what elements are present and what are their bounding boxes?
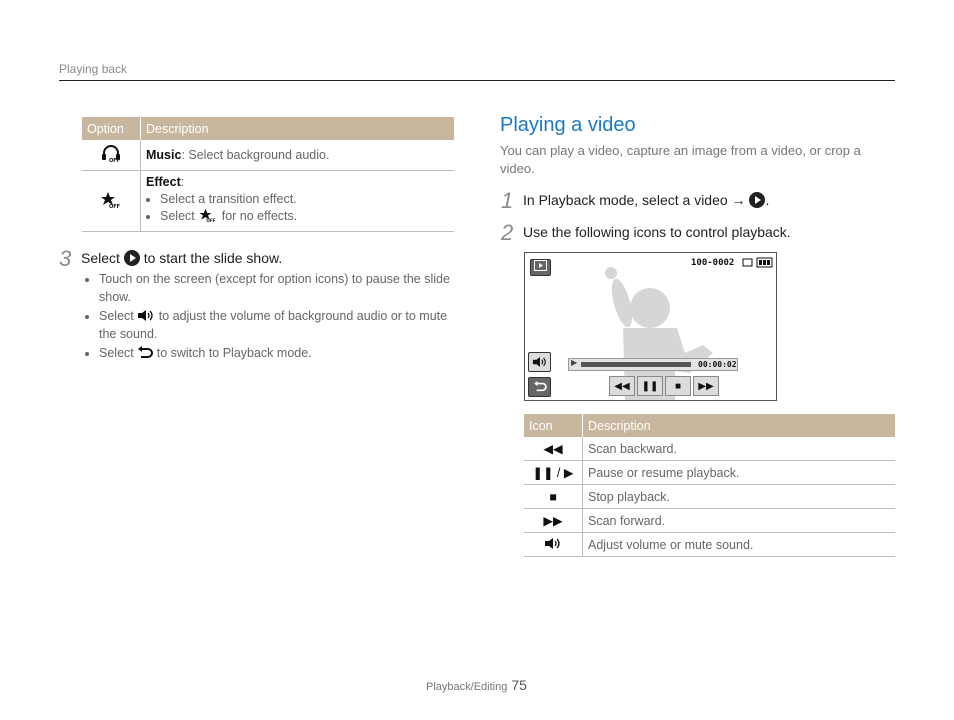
effect-off-icon [100,191,122,209]
pause-button[interactable]: ❚❚ [637,376,663,396]
svg-text:OFF: OFF [206,218,216,223]
playback-mode-icon[interactable] [530,259,551,276]
step-1-end: . [765,192,770,208]
table-row [524,437,895,461]
svg-text:OFF: OFF [109,157,121,163]
music-description: : Select background audio. [181,148,330,162]
scan-forward-icon: ▶▶ [524,509,583,533]
pause-resume-icon: ❚❚ / ▶ [524,461,583,485]
progress-fill [581,362,691,367]
step-3-bullet-2 [99,307,459,343]
section-label: Playing back [59,62,128,76]
play-icon [124,250,140,266]
option-table [82,117,454,232]
play-icon [749,192,765,208]
effect-colon: : [180,175,185,189]
table-row [82,171,454,232]
music-label: Music [146,148,182,162]
stop-button[interactable]: ■ [665,376,691,396]
svg-text:OFF: OFF [109,203,121,209]
page-footer [426,677,527,693]
step-3-bullet-3-pre: Select [99,346,134,360]
table-row [524,533,895,557]
table-row [524,509,895,533]
step-3-bullets [83,270,459,363]
playback-controls [609,376,719,396]
intro-text: You can play a video, capture an image from a video, or crop a video. [500,143,861,176]
header-rule [59,80,895,81]
progress-play-icon: ▶ [571,358,578,367]
step-3-bullet-3-post: to switch to Playback mode. [156,346,312,360]
page-title: Playing a video [500,114,636,136]
effect-bullet-2-pre: Select [160,209,195,223]
back-icon [137,346,153,359]
step-3-text [81,250,282,266]
music-off-icon [100,145,122,163]
step-1-text [523,192,769,208]
effect-bullet-2-post: for no effects. [221,209,298,223]
scan-backward-button[interactable]: ◀◀ [609,376,635,396]
table-row [524,485,895,509]
step-3-number: 3 [59,246,72,271]
battery-icon [742,257,774,268]
row-description: Stop playback. [583,485,896,509]
effect-bullet-1: • Select a transition effect. [160,192,449,206]
step-3-post: to start the slide show. [143,250,283,266]
step-3-pre: Select [81,250,120,266]
step-1-label: In Playback mode, select a video → [523,192,746,208]
icon-table [524,414,895,557]
table-row [524,461,895,485]
row-description: Scan forward. [583,509,896,533]
effect-bullet-2 [160,208,449,223]
row-description: Pause or resume playback. [583,461,896,485]
file-counter: 100-0002 [691,258,735,268]
description-header: Description [583,414,896,437]
option-header: Option [82,117,141,140]
page-number: 75 [511,677,527,693]
stop-icon: ■ [524,485,583,509]
volume-icon [544,537,562,550]
scan-backward-icon: ◀◀ [524,437,583,461]
icon-header: Icon [524,414,583,437]
footer-section: Playback/Editing [426,681,508,693]
effect-off-icon [198,208,218,223]
step-3-bullet-1: • Touch on the screen (except for option icons) to pause the slide show. [99,270,459,306]
step-2-text: Use the following icons to control playback. [523,224,791,240]
scan-forward-button[interactable]: ▶▶ [693,376,719,396]
step-1-number: 1 [501,188,514,213]
description-header: Description [141,117,455,140]
volume-button[interactable] [528,352,551,372]
elapsed-time: 00:00:02 [698,360,737,369]
step-3-bullet-3 [99,344,459,362]
volume-icon [137,309,155,322]
back-button[interactable] [528,377,551,397]
step-2-number: 2 [501,220,514,245]
effect-label: Effect [146,175,181,189]
step-3-bullet-2-post: to adjust the volume of background audio or to mute the sound. [99,309,448,341]
table-row [82,140,454,171]
row-description: Adjust volume or mute sound. [583,533,896,557]
step-3-bullet-2-pre: Select [99,309,134,323]
playback-screen [524,252,777,401]
row-description: Scan backward. [583,437,896,461]
